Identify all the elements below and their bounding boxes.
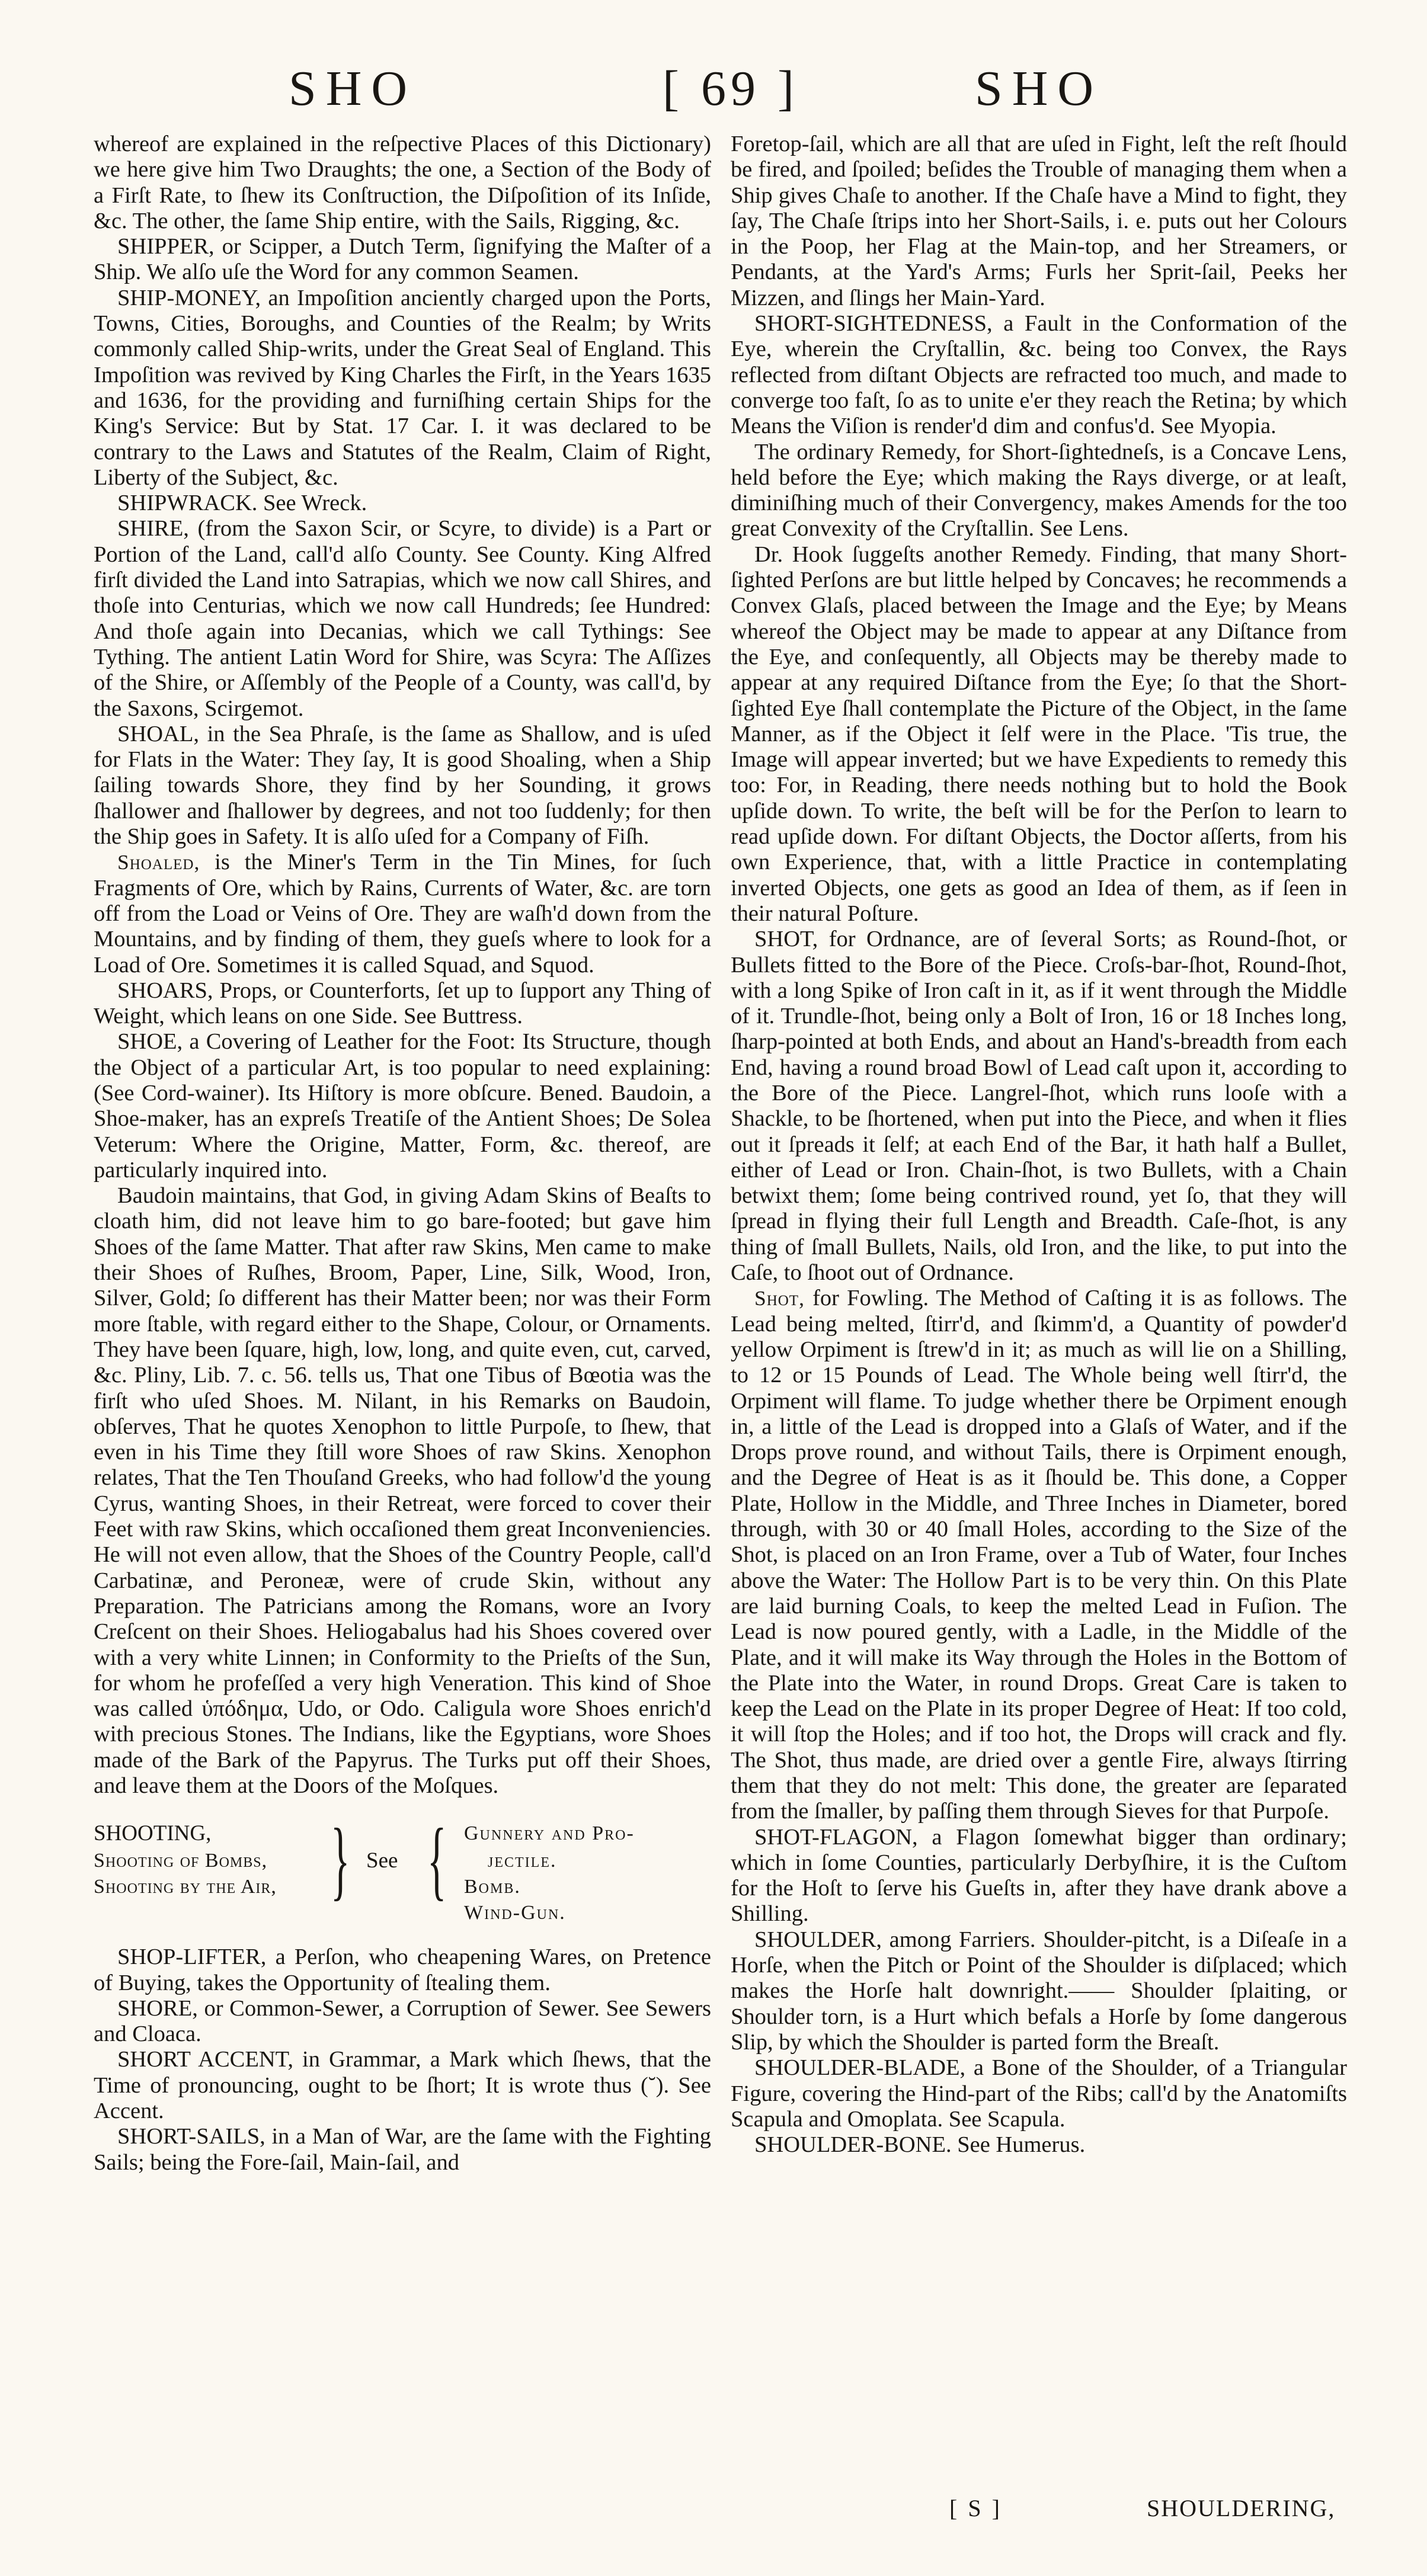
entry-short-sails [94, 2124, 711, 2175]
entry-hook-remedy: Dr. Hook ſuggeſts another Remedy. Finding, that many Short-ſighted Perſons are but little helped by Concaves; he recommends a Convex Glaſs, placed between the Image and the Eye; by Means whereof the Object may be made to appear at any Diſtance from the Eye, and conſequently, all Objects may be thereby made to appear at any required Diſtance from the Eye; ſo that the Short-ſighted Eye ſhall contemplate the Picture of the Object, in the ſame Manner, as if the Object it ſelf were in the Place. 'Tis true, the Image will appear inverted; but we have Expedients to remedy this too: For, in Reading, there needs nothing but to hold the Book upſide down. To write, the beſt will be for the Perſon to learn to read upſide down. For diſtant Objects, the Doctor aſſerts, from his own Experience, that, with a little Practice in contemplating inverted Objects, one gets as good an Idea of them, as if ſeen in their natural Poſture. [731, 542, 1347, 926]
catchword: SHOULDERING, [1147, 2495, 1336, 2521]
right-column [731, 132, 1347, 2158]
xref-shooting-of-bombs: Shooting of Bombs, [94, 1850, 268, 1872]
entry-body: a Perſon, who cheapening Wares, on Pretence of Buying, takes the Opportunity of ſtealing them. [94, 1944, 712, 1995]
entry-body: a Covering of Leather for the Foot: Its Structure, though the Object of a particular Art, is too popular to need explaining: (See Cord-wainer). Its Hiſtory is more obſcure. Bened. Baudoin, a Shoe-maker, has an expreſs Treatiſe of the Antient Shoes; De Solea Veterum: Where the Origine, Matter, Form, &c. thereof, are particularly inquired into. [94, 1029, 712, 1183]
xref-shooting-by-air: Shooting by the Air, [94, 1876, 277, 1898]
entry-shoaled [94, 850, 711, 978]
entry-headword: SHIRE, [117, 516, 189, 542]
entry-shoulder [731, 1927, 1347, 2055]
header-left-headword: SHO [289, 61, 417, 116]
entry-shire [94, 516, 711, 721]
entry-shot [731, 927, 1347, 1286]
entry-body: a Bone of the Shoulder, of a Triangular Figure, covering the Hind-part of the Ribs; call'd by the Anatomiſts Scapula and Omoplata. See Scapula. [731, 2055, 1347, 2132]
xref-target-bomb: Bomb. [464, 1876, 521, 1898]
entry-headword: SHORT-SIGHTEDNESS, [754, 311, 993, 337]
entry-headword: SHOE, [117, 1029, 183, 1055]
entry-body: or Scipper, a Dutch Term, ſignifying the Maſter of a Ship. We alſo uſe the Word for any common Seamen. [94, 234, 712, 285]
entry-headword: SHIPPER, [117, 234, 215, 259]
entry-headword: Shoaled, [117, 850, 200, 874]
entry-body: among Farriers. Shoulder-pitcht, is a Diſeaſe in a Horſe, when the Pitch or Point of the Shoulder is diſplaced; which makes the Horſe halt downright.—— Shoulder ſplaiting, or Shoulder torn, is a Hurt which befals a Horſe by ſome dangerous Slip, by which the Shoulder is parted form the Breaſt. [731, 1927, 1347, 2055]
right-brace-icon: } [331, 1811, 350, 1909]
entry-shot-fowling [731, 1286, 1347, 1824]
entry-short-sightedness [731, 311, 1347, 439]
cross-reference-block [94, 1811, 711, 1928]
xref-shooting: SHOOTING, [94, 1821, 212, 1846]
entry-headword: SHOULDER-BONE. [754, 2132, 952, 2158]
entry-headword: SHORT-SAILS, [117, 2124, 265, 2149]
entry-body: See Wreck. [263, 491, 367, 516]
entry-headword: SHIPWRACK. [117, 491, 258, 516]
entry-short-accent [94, 2047, 711, 2124]
entry-headword: SHORT ACCENT, [117, 2047, 293, 2072]
running-header [0, 56, 1427, 121]
entry-headword: SHOAL, [117, 721, 199, 746]
page-footer [0, 2494, 1427, 2530]
entry-body: for Ordnance, are of ſeveral Sorts; as Round-ſhot, or Bullets fitted to the Bore of the Piece. Croſs-bar-ſhot, Round-ſhot, with a long Spike of Iron caſt in it, as if it went through the Middle of it. Trundle-ſhot, being only a Bolt of Iron, 16 or 18 Inches long, ſharp-pointed at both Ends, and about an Hand's-breadth from each End, having a round broad Bowl of Lead caſt upon it, according to the Bore of the Piece. Langrel-ſhot, which runs looſe with a Shackle, to be ſhortened, when put into the Piece, and when it flies out it ſpreads it ſelf; at each End of the Bar, it hath half a Bullet, either of Lead or Iron. Chain-ſhot, is two Bullets, with a Chain betwixt them; ſome being contrived round, yet ſo, that they will ſpread in flying their full Length and Breadth. Caſe-ſhot, is any thing of ſmall Bullets, Nails, old Iron, and the like, to put into the Caſe, to ſhoot out of Ordnance. [731, 927, 1347, 1286]
entry-shipwrack [94, 491, 711, 516]
entry-headword: Shot, [754, 1286, 805, 1311]
entry-shoe [94, 1029, 711, 1183]
header-right-headword: SHO [975, 61, 1103, 116]
left-column [94, 132, 711, 2175]
entry-shore [94, 1996, 711, 2048]
entry-headword: SHIP-MONEY, [117, 285, 261, 310]
entry-body: is the Miner's Term in the Tin Mines, for ſuch Fragments of Ore, which by Rains, Currents of Water, &c. are torn off from the Load or Veins of Ore. They are waſh'd down from the Mountains, and by finding of them, they gueſs where to look for a Load of Ore. Sometimes it is called Squad, and Squod. [94, 850, 711, 978]
entry-headword: SHOULDER, [754, 1927, 882, 1952]
entry-shoulder-blade [731, 2055, 1347, 2132]
entry-headword: SHOARS, [117, 978, 213, 1003]
entry-ship-money [94, 286, 711, 491]
entry-body: in Grammar, a Mark which ſhews, that the Time of pronouncing, ought to be ſhort; It is wrote thus (˘). See Accent. [94, 2047, 712, 2124]
left-brace-icon: { [427, 1811, 447, 1909]
entry-body: for Fowling. The Method of Caſting it is as follows. The Lead being melted, ſtirr'd, and ſkimm'd, a Quantity of powder'd yellow Orpiment is ſtrew'd in it; as much as will lie on a Shilling, to 12 or 15 Pounds of Lead. The Whole being well ſtirr'd, the Orpiment will flame. To judge whether there be Orpiment enough in, a little of the Lead is dropped into a Glaſs of Water, and if the Drops prove round, and without Tails, there is Orpiment enough, and the Degree of Heat is as it ſhould be. This done, a Copper Plate, Hollow in the Middle, and Three Inches in Diameter, bored through, with 30 or 40 ſmall Holes, according to the Size of the Shot, is placed on an Iron Frame, over a Tub of Water, four Inches above the Water: The Hollow Part is to be very thin. On this Plate are laid burning Coals, to keep the melted Lead in Fuſion. The Lead is now poured gently, with a Ladle, in the Middle of the Plate, and it will make its Way through the Holes in the Bottom of the Plate into the Water, in round Drops. Great Care is taken to keep the Lead on the Plate in its proper Degree of Heat: If too cold, it will ſtop the Holes; and if too hot, the Drops will crack and fly. The Shot, thus made, are dried over a gentle Fire, always ſtirring them that they do not melt: This done, the greater are ſeparated from the ſmaller, by paſſing them through Sieves for that Purpoſe. [731, 1286, 1348, 1824]
entry-shoal [94, 722, 711, 850]
xref-target-projectile: jectile. [488, 1850, 557, 1872]
entry-headword: SHOT-FLAGON, [754, 1824, 918, 1850]
entry-headword: SHOULDER-BLADE, [754, 2055, 966, 2081]
entry-headword: SHOT, [754, 927, 818, 952]
entry-shipper [94, 234, 711, 286]
entry-body: a Flagon ſomewhat bigger than ordinary; which in ſome Counties, particularly Derbyſhire, it is the Cuſtom for the Hoſt to ſerve his Gueſts in, after they have drank above a Shilling. [731, 1824, 1347, 1927]
entry-body: in a Man of War, are the ſame with the Fighting Sails; being the Fore-ſail, Main-ſail, and [94, 2124, 712, 2175]
xref-target-wind-gun: Wind-Gun. [464, 1902, 566, 1924]
entry-body: See Humerus. [957, 2132, 1086, 2158]
entry-headword: SHORE, [117, 1995, 198, 2021]
entry-shop-lifter [94, 1944, 711, 1996]
entry-body: whereof are explained in the reſpective Places of this Dictionary) we here give him Two Draughts; the one, a Section of the Body of a Firſt Rate, to ſhew its Conſtruction, the Diſpoſition of its Inſide, &c. The other, the ſame Ship entire, with the Sails, Rigging, &c. [94, 132, 711, 233]
xref-see: See [366, 1848, 398, 1873]
entry-body: (from the Saxon Scir, or Scyre, to divide) is a Part or Portion of the Land, call'd alſo County. See County. King Alfred firſt divided the Land into Satrapias, which we now call Shires, and thoſe into Centurias, which we now call Hundreds; ſee Hundred: And thoſe again into Decanias, which we call Tythings: See Tything. The antient Latin Word for Shire, was Scyra: The Aſſizes of the Shire, or Aſſembly of the People of a County, was call'd, by the Saxons, Scirgemot. [94, 516, 711, 721]
page-number: [ 69 ] [663, 61, 799, 116]
entry-shoe-history: Baudoin maintains, that God, in giving Adam Skins of Beaſts to cloath him, did not leave him to go bare-footed; but gave him Shoes of the ſame Matter. That after raw Skins, Men came to make their Shoes of Ruſhes, Broom, Paper, Line, Silk, Wood, Iron, Silver, Gold; ſo different has their Matter been; nor was their Form more ſtable, with regard either to the Shape, Colour, or Ornaments. They have been ſquare, high, low, long, and quite even, cut, carved, &c. Pliny, Lib. 7. c. 56. tells us, That one Tibus of Bœotia was the firſt who uſed Shoes. M. Nilant, in his Remarks on Baudoin, obſerves, That he quotes Xenophon to little Purpoſe, to ſhew, that even in his Time they ſtill wore Shoes of raw Skins. Xenophon relates, That the Ten Thouſand Greeks, who had follow'd the young Cyrus, wanting Shoes, in their Retreat, were forced to cover their Feet with raw Skins, which occaſioned them great Inconveniencies. He will not even allow, that the Shoes of the Country People, call'd Carbatinæ, and Peroneæ, were of crude Skin, without any Preparation. The Patricians among the Romans, wore an Ivory Creſcent on their Shoes. Heliogabalus had his Shoes covered over with a very white Linnen; in Conformity to the Prieſts of the Sun, for whom he profeſſed a very high Veneration. This kind of Shoe was called ὑπόδημα, Udo, or Odo. Caligula wore Shoes enrich'd with precious Stones. The Indians, like the Egyptians, wore Shoes made of the Bark of the Papyrus. The Turks put off their Shoes, and leave them at the Doors of the Moſques. [94, 1183, 711, 1798]
entry-body: a Fault in the Conformation of the Eye, wherein the Cryſtallin, &c. being too Convex, the Rays reflected from diſtant Objects are refracted too much, and made to converge too faſt, ſo as to unite e'er they reach the Retina; by which Means the Viſion is render'd dim and confus'd. See Myopia. [731, 311, 1347, 439]
entry-body: Foretop-ſail, which are all that are uſed in Fight, leſt the reſt ſhould be fired, and ſpoiled; beſides the Trouble of managing them when a Ship gives Chaſe to another. If the Chaſe have a Mind to fight, they ſay, The Chaſe ſtrips into her Short-Sails, i. e. puts out her Colours in the Poop, her Flag at the Main-top, and her Streamers, or Pendants, at the Yard's Arms; Furls her Sprit-ſail, Peeks her Mizzen, and ſlings her Main-Yard. [731, 132, 1347, 310]
entry-shot-flagon [731, 1825, 1347, 1927]
entry-body: Props, or Counterforts, ſet up to ſupport any Thing of Weight, which leans on one Side. See Buttress. [94, 978, 712, 1029]
entry-shoars [94, 978, 711, 1030]
entry-shoulder-bone [731, 2132, 1347, 2158]
signature-mark: [ S ] [949, 2495, 1002, 2521]
entry-body: in the Sea Phraſe, is the ſame as Shallow, and is uſed for Flats in the Water: They ſay, It is good Shoaling, when a Ship ſailing towards Shore, they find by her Sounding, it grows ſhallower and ſhallower by degrees, and not too ſuddenly; for then the Ship goes in Safety. It is alſo uſed for a Company of Fiſh. [94, 721, 712, 850]
entry-headword: SHOP-LIFTER, [117, 1944, 267, 1970]
entry-body: or Common-Sewer, a Corruption of Sewer. See Sewers and Cloaca. [94, 1995, 712, 2047]
xref-target-gunnery: Gunnery and Pro- [464, 1822, 635, 1845]
entry-ordinary-remedy: The ordinary Remedy, for Short-ſightedneſs, is a Concave Lens, held before the Eye; which making the Rays diverge, or at leaſt, diminiſhing much of their Convergency, makes Amends for the too great Convexity of the Cryſtallin. See Lens. [731, 439, 1347, 542]
entry-body: an Impoſition anciently charged upon the Ports, Towns, Cities, Boroughs, and Counties of the Realm; by Writs commonly called Ship-writs, under the Great Seal of England. This Impoſition was revived by King Charles the Firſt, in the Years 1635 and 1636, for the providing and furniſhing certain Ships for the King's Service: But by Stat. 17 Car. I. it was declared to be contrary to the Laws and Statutes of the Realm, Claim of Right, Liberty of the Subject, &c. [94, 285, 711, 490]
